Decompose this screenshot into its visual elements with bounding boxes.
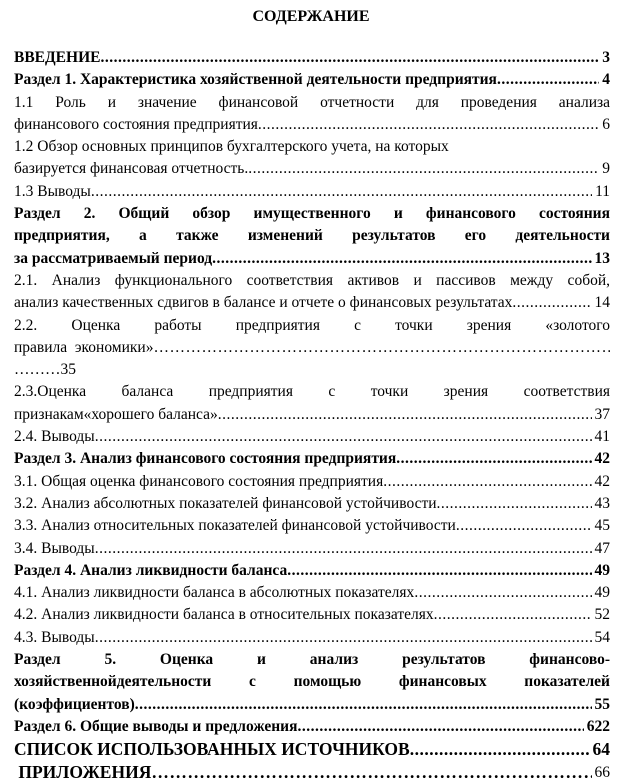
toc-entry[interactable] <box>14 136 610 181</box>
dot-leader <box>100 47 599 69</box>
toc-entry-title: 3.3. Анализ относительных показателей финансовой устойчивости <box>14 517 456 535</box>
page-number: 4 <box>602 71 610 89</box>
page-number: 49 <box>594 584 610 602</box>
toc-entry-title: финансового состояния предприятия <box>14 115 258 133</box>
toc-entry[interactable] <box>14 181 610 203</box>
toc-entry[interactable] <box>14 203 610 270</box>
toc-entry[interactable] <box>14 47 610 69</box>
dot-leader <box>212 248 591 270</box>
dot-leader <box>497 69 599 91</box>
dot-leader <box>95 538 592 560</box>
toc-entry[interactable] <box>14 471 610 493</box>
page-number: 42 <box>594 472 610 490</box>
page-number: 42 <box>594 450 610 468</box>
dot-leader <box>410 738 590 761</box>
toc-entry-title: Раздел 1. Характеристика хозяйственной деятельности предприятия <box>14 71 497 89</box>
toc-entry-line: 2.1. Анализ функционального соответствия активов и пассивов между собой, <box>14 271 610 289</box>
page-number: 6 <box>602 115 610 133</box>
toc-entry[interactable] <box>14 426 610 448</box>
dot-leader <box>396 448 591 470</box>
toc-entry[interactable] <box>14 315 610 382</box>
toc-entry-line: 2.3.Оценка баланса предприятия с точки зрения соответствия <box>14 383 610 401</box>
toc-entry-title: 4.3. Выводы <box>14 628 95 646</box>
toc-entry[interactable] <box>14 560 610 582</box>
toc-entry[interactable] <box>14 270 610 315</box>
toc-entry-continuation: ………35 <box>14 361 76 379</box>
toc-entry-line: 1.1 Роль и значение финансовой отчетности для проведения анализа <box>14 93 610 111</box>
toc-entry-line: Раздел 2. Общий обзор имущественного и финансового состояния <box>14 205 610 223</box>
toc-entry-line: 2.2. Оценка работы предприятия с точки зрения «золотого <box>14 316 610 334</box>
toc-entry[interactable] <box>14 69 610 91</box>
page-number: 14 <box>594 294 610 312</box>
dot-leader <box>95 426 592 448</box>
toc-entry-line: 1.2 Обзор основных принципов бухгалтерского учета, на которых <box>14 138 449 156</box>
dot-leader <box>512 292 591 314</box>
toc-entry[interactable] <box>14 381 610 426</box>
toc-entry[interactable] <box>14 761 610 784</box>
page-number: 52 <box>594 606 610 624</box>
toc-entry-title: базируется финансовая отчетность. <box>14 160 249 178</box>
toc-entry-title: Раздел 4. Анализ ликвидности баланса <box>14 561 288 579</box>
dot-leader <box>135 694 592 716</box>
toc-entry-title: за рассматриваемый период <box>14 249 213 267</box>
toc-entry-line: предприятия, а также изменений результатов его деятельности <box>14 227 610 245</box>
page-number: 54 <box>594 628 610 646</box>
toc-entry[interactable] <box>14 582 610 604</box>
toc-entry-title: ВВЕДЕНИЕ <box>14 49 101 66</box>
toc-entry-line: Раздел 5. Оценка и анализ результатов финансово- <box>14 651 610 669</box>
page-number: 9 <box>602 160 610 178</box>
toc-entry-title: 3.4. Выводы <box>14 539 95 557</box>
toc-entry-title: (коэффициентов) <box>14 695 135 713</box>
dot-leader <box>298 716 584 738</box>
toc-entry-title: СПИСОК ИСПОЛЬЗОВАННЫХ ИСТОЧНИКОВ <box>14 739 410 760</box>
dot-leader <box>258 114 599 136</box>
page-number: 41 <box>594 428 610 446</box>
page-number: 11 <box>595 182 610 200</box>
dot-leader <box>95 627 592 649</box>
toc-entry[interactable] <box>14 649 610 716</box>
dot-leader <box>383 471 591 493</box>
toc-entry[interactable] <box>14 716 610 738</box>
toc-entry-title: признакам«хорошего баланса» <box>14 405 218 423</box>
toc-entry-title: правила экономики» <box>14 338 154 356</box>
toc-entry-title: Раздел 3. Анализ финансового состояния предприятия <box>14 450 397 468</box>
page-number: 622 <box>586 717 610 735</box>
toc-entry-title: 1.3 Выводы <box>14 182 91 200</box>
toc-entry-title: анализ качественных сдвигов в балансе и отчете о финансовых результатах <box>14 294 513 312</box>
table-of-contents <box>14 47 610 784</box>
toc-entry[interactable] <box>14 627 610 649</box>
toc-entry[interactable] <box>14 738 610 761</box>
dot-leader <box>151 761 591 784</box>
toc-entry[interactable] <box>14 604 610 626</box>
toc-entry[interactable] <box>14 448 610 470</box>
page-number: 64 <box>592 739 610 760</box>
toc-entry-title: 3.1. Общая оценка финансового состояния предприятия <box>14 472 384 490</box>
page-number: 47 <box>594 539 610 557</box>
dot-leader <box>456 515 592 537</box>
page-number: 45 <box>594 517 610 535</box>
toc-entry-title: 2.4. Выводы <box>14 428 95 446</box>
dot-leader <box>248 158 599 180</box>
page-number: 55 <box>594 695 610 713</box>
toc-entry[interactable] <box>14 92 610 137</box>
page-number: 43 <box>594 494 610 512</box>
dot-leader <box>218 404 592 426</box>
toc-entry-title: 4.2. Анализ ликвидности баланса в относительных показателях <box>14 606 434 624</box>
dot-leader <box>437 493 592 515</box>
dot-leader <box>91 181 592 203</box>
toc-entry[interactable] <box>14 515 610 537</box>
page-number: 13 <box>594 249 610 267</box>
page-number: 37 <box>594 405 610 423</box>
toc-entry[interactable] <box>14 493 610 515</box>
toc-entry-title: 3.2. Анализ абсолютных показателей финансовой устойчивости <box>14 494 437 512</box>
page-title: СОДЕРЖАНИЕ <box>252 8 370 25</box>
page-number: 66 <box>594 764 610 782</box>
toc-entry-title: 4.1. Анализ ликвидности баланса в абсолютных показателях <box>14 584 415 602</box>
dot-leader <box>434 604 592 626</box>
toc-entry-title: ПРИЛОЖЕНИЯ <box>14 762 152 783</box>
toc-entry-title: Раздел 6. Общие выводы и предложения <box>14 717 298 735</box>
dot-leader <box>153 337 610 359</box>
toc-entry[interactable] <box>14 538 610 560</box>
page-number: 3 <box>602 49 610 66</box>
page-number: 49 <box>594 561 610 579</box>
toc-entry-line: хозяйственнойдеятельности с помощью финансовых показателей <box>14 673 610 691</box>
dot-leader <box>414 582 591 604</box>
dot-leader <box>287 560 591 582</box>
